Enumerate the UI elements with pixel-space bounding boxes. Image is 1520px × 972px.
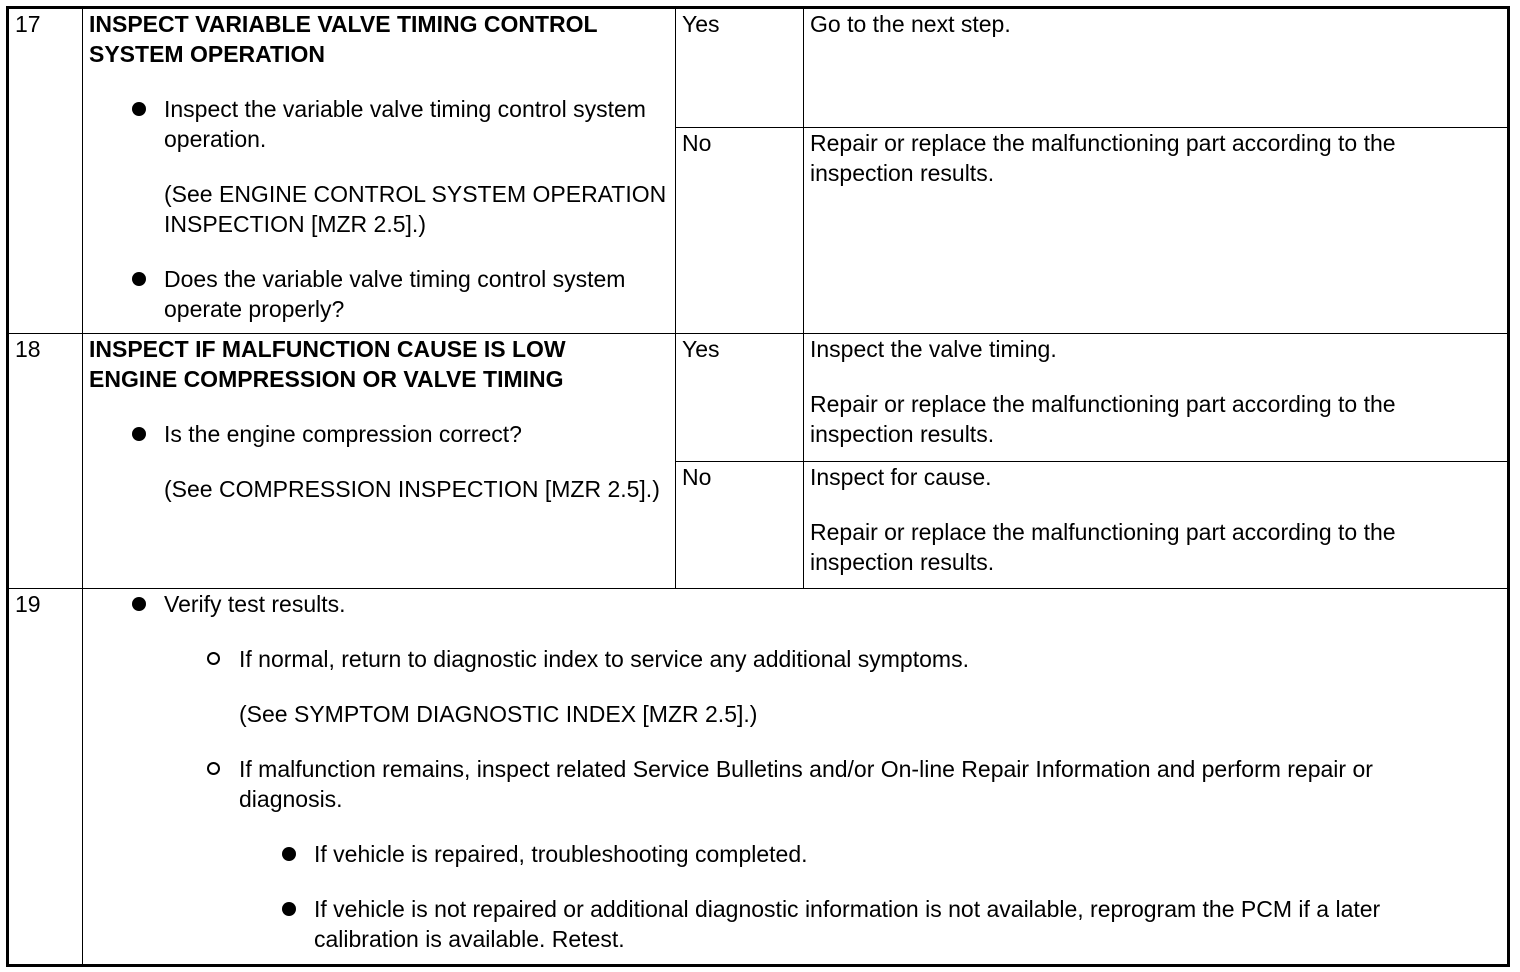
bullet-icon bbox=[132, 427, 146, 441]
bullet-item: Does the variable valve timing control system operate properly? bbox=[164, 264, 669, 324]
answer-yes: Yes bbox=[676, 8, 804, 128]
step-number: 19 bbox=[8, 589, 83, 966]
step-number: 17 bbox=[8, 8, 83, 334]
action-no: Inspect for cause. Repair or replace the malfunctioning part according to the inspection results. bbox=[804, 462, 1509, 589]
step-description bbox=[83, 334, 676, 589]
step-row-18 bbox=[8, 334, 1509, 462]
circle-bullet-icon bbox=[207, 652, 220, 665]
reference-note: (See SYMPTOM DIAGNOSTIC INDEX [MZR 2.5].) bbox=[239, 701, 758, 727]
diagnostic-table bbox=[6, 6, 1510, 967]
step-number: 18 bbox=[8, 334, 83, 589]
reference-note: (See ENGINE CONTROL SYSTEM OPERATION INSPECTION [MZR 2.5].) bbox=[164, 181, 667, 237]
step-title: INSPECT IF MALFUNCTION CAUSE IS LOW ENGINE COMPRESSION OR VALVE TIMING bbox=[89, 336, 566, 392]
sub-bullet-item: If malfunction remains, inspect related Service Bulletins and/or On-line Repair Information and perform repair or diagnosis. bbox=[239, 754, 1451, 814]
step-description bbox=[83, 589, 1509, 966]
step-row-19 bbox=[8, 589, 1509, 966]
action-no: Repair or replace the malfunctioning part according to the inspection results. bbox=[804, 128, 1509, 334]
sub-sub-bullet-item: If vehicle is not repaired or additional diagnostic information is not available, reprogram the PCM if a later calibration is available. Retest. bbox=[314, 894, 1431, 954]
bullet-icon bbox=[132, 272, 146, 286]
circle-bullet-icon bbox=[207, 762, 220, 775]
action-yes: Go to the next step. bbox=[804, 8, 1509, 128]
sub-sub-bullet-item: If vehicle is repaired, troubleshooting completed. bbox=[314, 839, 1501, 869]
bullet-icon bbox=[132, 102, 146, 116]
bullet-item: Is the engine compression correct? bbox=[164, 419, 669, 449]
answer-yes: Yes bbox=[676, 334, 804, 462]
action-yes: Inspect the valve timing. Repair or replace the malfunctioning part according to the inspection results. bbox=[804, 334, 1509, 462]
bullet-icon bbox=[132, 597, 146, 611]
answer-no: No bbox=[676, 462, 804, 589]
bullet-item: Inspect the variable valve timing control system operation. bbox=[164, 94, 669, 154]
answer-no: No bbox=[676, 128, 804, 334]
sub-bullet-item: If normal, return to diagnostic index to service any additional symptoms. bbox=[239, 644, 1501, 674]
step-title: INSPECT VARIABLE VALVE TIMING CONTROL SYSTEM OPERATION bbox=[89, 11, 598, 67]
bullet-icon bbox=[282, 902, 296, 916]
step-description bbox=[83, 8, 676, 334]
bullet-icon bbox=[282, 847, 296, 861]
reference-note: (See COMPRESSION INSPECTION [MZR 2.5].) bbox=[164, 476, 660, 502]
step-row-17 bbox=[8, 8, 1509, 128]
bullet-item: Verify test results. bbox=[164, 589, 1501, 619]
